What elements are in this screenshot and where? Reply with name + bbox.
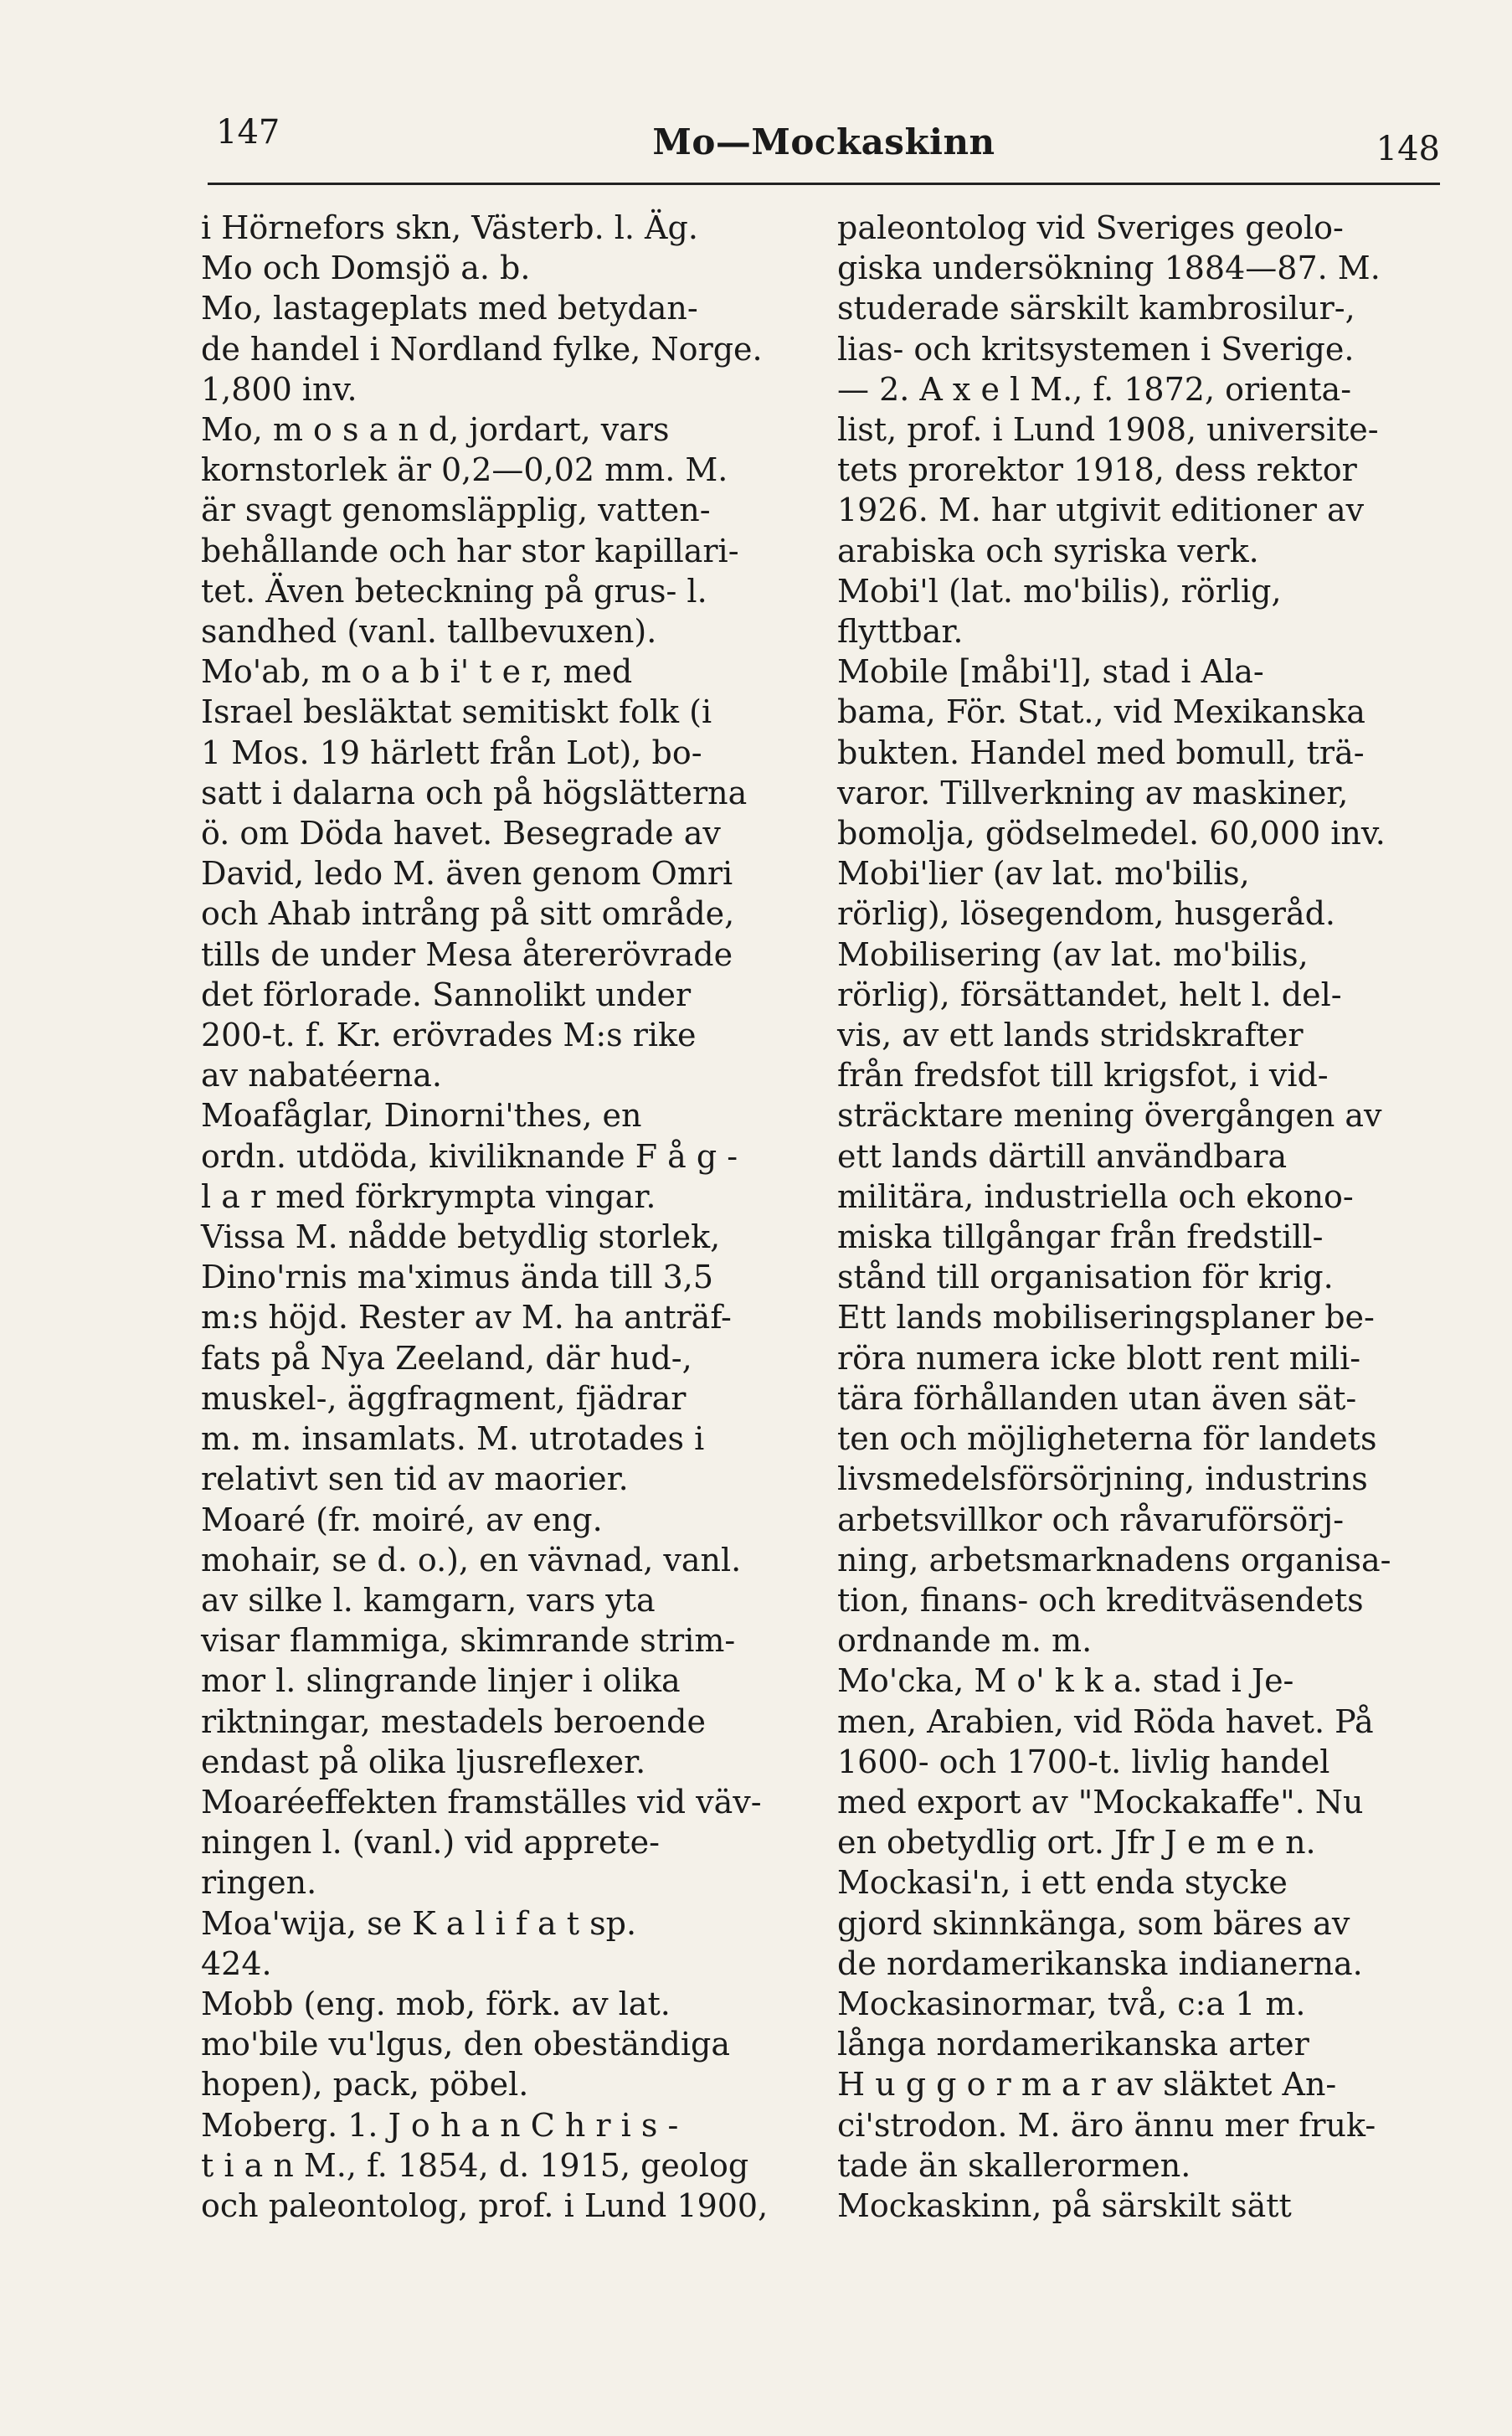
text-line: bomolja, gödselmedel. 60,000 inv. [837, 815, 1386, 852]
text-line: Mo, lastageplats med betydan- [201, 290, 698, 327]
text-line: mo'bile vu'lgus, den obeständiga [201, 2026, 730, 2063]
text-line: Vissa M. nådde betydlig storlek, [201, 1218, 721, 1256]
text-line: fats på Nya Zeeland, där hud-, [201, 1339, 692, 1377]
page-number-right: 148 [1376, 130, 1440, 168]
text-line: paleontolog vid Sveriges geolo- [837, 209, 1344, 246]
text-line: tet. Även beteckning på grus- l. [201, 572, 707, 610]
header-rule [208, 183, 1440, 185]
text-line: 424. [201, 1944, 272, 1982]
text-line: 200-t. f. Kr. erövrades M:s rike [201, 1017, 697, 1054]
text-line: ningen l. (vanl.) vid apprete- [201, 1824, 660, 1862]
text-line: satt i dalarna och på högslätterna [201, 774, 748, 811]
text-line: röra numera icke blott rent mili- [837, 1339, 1361, 1377]
text-line: och paleontolog, prof. i Lund 1900, [201, 2186, 769, 2224]
text-line: Moafåglar, Dinorni'thes, en [201, 1097, 642, 1135]
text-line: stånd till organisation för krig. [837, 1259, 1334, 1296]
text-line: av nabatéerna. [201, 1057, 442, 1094]
text-line: m. m. insamlats. M. utrotades i [201, 1420, 705, 1458]
text-line: — 2. A x e l M., f. 1872, orienta- [837, 370, 1352, 408]
running-title: Mo—Mockaskinn [652, 121, 995, 162]
text-line: i Hörnefors skn, Västerb. l. Äg. [201, 209, 698, 246]
text-line: David, ledo M. även genom Omri [201, 855, 733, 893]
text-line: gjord skinnkänga, som bäres av [837, 1904, 1350, 1942]
text-line: 1600- och 1700-t. livlig handel [837, 1743, 1330, 1780]
text-line: ordnande m. m. [837, 1622, 1093, 1660]
text-line: är svagt genomsläpplig, vatten- [201, 492, 711, 529]
text-line: l a r med förkrympta vingar. [201, 1177, 656, 1215]
text-line: men, Arabien, vid Röda havet. På [837, 1702, 1374, 1740]
text-line: Mobi'lier (av lat. mo'bilis, [837, 855, 1250, 893]
text-line: ten och möjligheterna för landets [837, 1420, 1377, 1458]
text-line: ö. om Döda havet. Besegrade av [201, 815, 721, 852]
text-line: tills de under Mesa återerövrade [201, 935, 733, 973]
text-line: rörlig), lösegendom, husgeråd. [837, 895, 1336, 933]
text-line: 1,800 inv. [201, 370, 357, 408]
text-line: endast på olika ljusreflexer. [201, 1743, 646, 1780]
text-line: Mobilisering (av lat. mo'bilis, [837, 935, 1309, 973]
text-line: tära förhållanden utan även sät- [837, 1379, 1357, 1417]
text-line: sträcktare mening övergången av [837, 1097, 1382, 1135]
text-line: Moberg. 1. J o h a n C h r i s - [201, 2106, 679, 2144]
text-line: mor l. slingrande linjer i olika [201, 1662, 681, 1700]
text-line: tade än skallerormen. [837, 2146, 1191, 2184]
text-line: en obetydlig ort. Jfr J e m e n. [837, 1824, 1316, 1862]
left-column [201, 208, 791, 2226]
text-line: Mo'cka, M o' k k a. stad i Je- [837, 1662, 1294, 1700]
text-line: tion, finans- och kreditväsendets [837, 1581, 1364, 1619]
page-number-left: 147 [216, 113, 280, 152]
text-line: H u g g o r m a r av släktet An- [837, 2066, 1337, 2104]
text-line: muskel-, äggfragment, fjädrar [201, 1379, 687, 1417]
text-line: hopen), pack, pöbel. [201, 2066, 529, 2104]
text-line: Mockasinormar, två, c:a 1 m. [837, 1985, 1306, 2022]
text-line: flyttbar. [837, 613, 964, 651]
text-line: kornstorlek är 0,2—0,02 mm. M. [201, 451, 728, 489]
text-line: relativt sen tid av maorier. [201, 1460, 629, 1498]
text-line: miska tillgångar från fredstill- [837, 1218, 1324, 1256]
text-line: list, prof. i Lund 1908, universite- [837, 411, 1379, 449]
text-line: mohair, se d. o.), en vävnad, vanl. [201, 1541, 742, 1579]
text-line: Moaré (fr. moiré, av eng. [201, 1501, 603, 1538]
text-line: bukten. Handel med bomull, trä- [837, 734, 1365, 771]
text-line: arabiska och syriska verk. [837, 532, 1259, 569]
text-line: de nordamerikanska indianerna. [837, 1944, 1363, 1982]
text-line: militära, industriella och ekono- [837, 1177, 1354, 1215]
text-line: från fredsfot till krigsfot, i vid- [837, 1057, 1329, 1094]
text-line: Mo'ab, m o a b i' t e r, med [201, 653, 633, 691]
text-line: ett lands därtill användbara [837, 1137, 1288, 1175]
right-column [837, 208, 1427, 2226]
text-line: Mo och Domsjö a. b. [201, 250, 531, 287]
text-line: Mobb (eng. mob, förk. av lat. [201, 1985, 671, 2022]
text-line: Moa'wija, se K a l i f a t sp. [201, 1904, 637, 1942]
text-line: bama, För. Stat., vid Mexikanska [837, 693, 1365, 731]
text-line: ci'strodon. M. äro ännu mer fruk- [837, 2106, 1376, 2144]
text-line: arbetsvillkor och råvaruförsörj- [837, 1501, 1345, 1538]
text-line: rörlig), försättandet, helt l. del- [837, 976, 1342, 1013]
text-line: Dino'rnis ma'ximus ända till 3,5 [201, 1259, 714, 1296]
text-line: varor. Tillverkning av maskiner, [837, 774, 1349, 811]
text-line: Israel besläktat semitiskt folk (i [201, 693, 712, 731]
page-header [208, 113, 1440, 180]
text-line: 1 Mos. 19 härlett från Lot), bo- [201, 734, 702, 771]
text-line: livsmedelsförsörjning, industrins [837, 1460, 1368, 1498]
text-line: av silke l. kamgarn, vars yta [201, 1581, 656, 1619]
text-line: med export av "Mockakaffe". Nu [837, 1783, 1364, 1821]
text-line: Mockasi'n, i ett enda stycke [837, 1864, 1288, 1902]
text-line: de handel i Nordland fylke, Norge. [201, 330, 763, 368]
text-line: studerade särskilt kambrosilur-, [837, 290, 1355, 327]
text-line: långa nordamerikanska arter [837, 2026, 1309, 2063]
text-line: lias- och kritsystemen i Sverige. [837, 330, 1355, 368]
text-line: Ett lands mobiliseringsplaner be- [837, 1299, 1375, 1336]
text-line: tets prorektor 1918, dess rektor [837, 451, 1357, 489]
text-line: t i a n M., f. 1854, d. 1915, geolog [201, 2146, 749, 2184]
text-line: 1926. M. har utgivit editioner av [837, 492, 1365, 529]
text-line: Mockaskinn, på särskilt sätt [837, 2186, 1292, 2224]
text-line: behållande och har stor kapillari- [201, 532, 739, 569]
text-line: Mobile [måbi'l], stad i Ala- [837, 653, 1264, 691]
text-line: visar flammiga, skimrande strim- [201, 1622, 736, 1660]
text-line: Moaréeffekten framställes vid väv- [201, 1783, 762, 1821]
text-line: vis, av ett lands stridskrafter [837, 1017, 1304, 1054]
text-line: Mo, m o s a n d, jordart, vars [201, 411, 670, 449]
text-line: Mobi'l (lat. mo'bilis), rörlig, [837, 572, 1282, 610]
text-line: det förlorade. Sannolikt under [201, 976, 692, 1013]
text-line: ringen. [201, 1864, 317, 1902]
text-line: m:s höjd. Rester av M. ha anträf- [201, 1299, 732, 1336]
text-line: giska undersökning 1884—87. M. [837, 250, 1381, 287]
text-line: ning, arbetsmarknadens organisa- [837, 1541, 1391, 1579]
text-line: ordn. utdöda, kiviliknande F å g - [201, 1137, 738, 1175]
text-line: sandhed (vanl. tallbevuxen). [201, 613, 657, 651]
text-line: riktningar, mestadels beroende [201, 1702, 706, 1740]
text-line: och Ahab intrång på sitt område, [201, 895, 735, 933]
